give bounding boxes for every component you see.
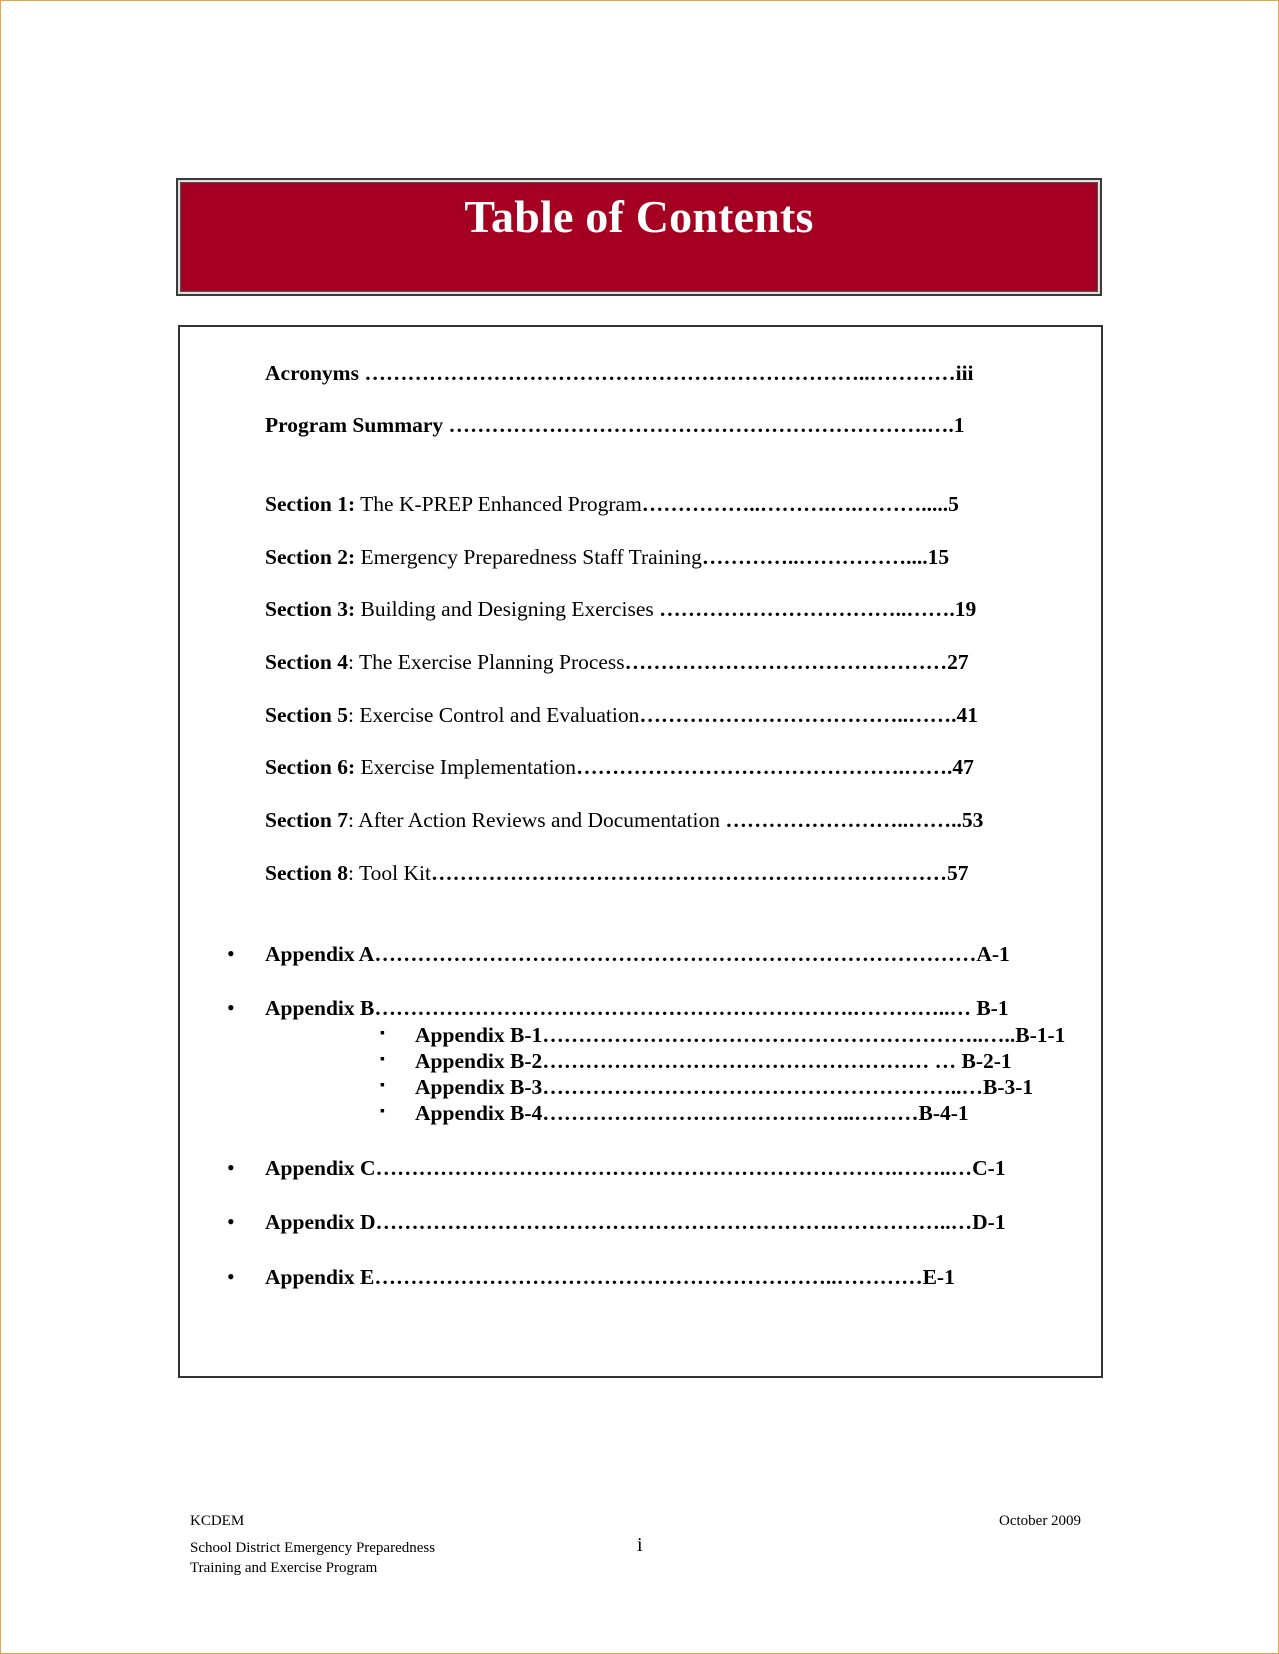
toc-desc: : After Action Reviews and Documentation [348,808,726,832]
title-banner [176,178,1102,296]
square-bullet-marker: ▪ [380,1104,385,1119]
toc-entry-appendix-b[interactable]: Appendix B………………………………………………………….…………..… B-1 [265,996,1009,1020]
toc-entry-section-4[interactable]: Section 4: The Exercise Planning Process………………………………………27 [265,650,969,674]
toc-entry-appendix-b-1[interactable]: Appendix B-1……………………………………………………..…..B-1-1 [415,1023,1066,1047]
toc-page: 15 [927,545,950,569]
toc-label: Section 4 [265,650,349,674]
toc-entry-section-8[interactable]: Section 8: Tool Kit………………………………………………………………57 [265,861,969,885]
toc-entry-acronyms[interactable]: Acronyms ……………………………………………………………..…………iii [265,361,974,385]
toc-entry-appendix-d[interactable]: Appendix D……………………………………………………….……………..…D-1 [265,1210,1006,1234]
toc-desc: : The Exercise Planning Process [348,650,625,674]
toc-page: B-3-1 [983,1075,1034,1099]
toc-page: 5 [948,492,959,516]
toc-entry-section-5[interactable]: Section 5: Exercise Control and Evaluation………………………………..…….41 [265,703,979,727]
toc-label: Appendix B-4 [415,1101,543,1125]
toc-label: Acronyms [265,361,359,385]
toc-desc: Emergency Preparedness Staff Training [355,545,702,569]
toc-page: B-4-1 [918,1101,969,1125]
toc-entry-appendix-c[interactable]: Appendix C……………………………………………………………….……..…C-1 [265,1156,1006,1180]
toc-entry-section-6[interactable]: Section 6: Exercise Implementation……………………………………….…….47 [265,755,974,779]
toc-label: Section 2: [265,545,356,569]
toc-label: Section 8 [265,861,349,885]
toc-label: Appendix A [265,942,375,966]
toc-page: iii [955,361,974,385]
bullet-marker: • [227,1209,235,1234]
footer-org: KCDEM [190,1513,245,1529]
toc-page: B-1 [976,996,1009,1020]
toc-entry-appendix-b-2[interactable]: Appendix B-2……………………………………………… … B-2-1 [415,1049,1012,1073]
toc-desc: : Exercise Control and Evaluation [348,703,640,727]
toc-page: 1 [953,413,965,437]
toc-entry-appendix-b-4[interactable]: Appendix B-4……………………………………..………B-4-1 [415,1101,969,1125]
bullet-marker: • [227,1155,235,1180]
toc-entry-appendix-b-3[interactable]: Appendix B-3…………………………………………………..…B-3-1 [415,1075,1034,1099]
toc-page: C-1 [972,1156,1006,1180]
toc-page: 53 [961,808,984,832]
toc-entry-section-2[interactable]: Section 2: Emergency Preparedness Staff Training…………..……………....15 [265,545,950,569]
toc-page: E-1 [922,1265,955,1289]
toc-label: Appendix B-3 [415,1075,543,1099]
toc-label: Program Summary [265,413,444,437]
toc-label: Section 1: [265,492,356,516]
toc-label: Appendix D [265,1210,376,1234]
footer-date: October 2009 [999,1513,1082,1529]
bullet-marker: • [227,995,235,1020]
toc-entry-section-7[interactable]: Section 7: After Action Reviews and Documentation ……………………..……..53 [265,808,984,832]
toc-entry-section-3[interactable]: Section 3: Building and Designing Exercises ……………………………..…….19 [265,597,977,621]
toc-label: Section 6: [265,755,356,779]
toc-page: B-2-1 [961,1049,1012,1073]
toc-entry-program-summary[interactable]: Program Summary ………………………………………………………….….1 [265,413,965,437]
toc-label: Appendix C [265,1156,376,1180]
toc-page: 19 [954,597,977,621]
toc-label: Section 3: [265,597,356,621]
toc-page: D-1 [972,1210,1006,1234]
page-title: Table of Contents [464,191,814,242]
footer-page-number: i [637,1534,643,1556]
footer-program-line-1: School District Emergency Preparedness [190,1540,436,1556]
square-bullet-marker: ▪ [380,1052,385,1067]
toc-page: 41 [956,703,979,727]
toc-entry-appendix-e[interactable]: Appendix E………………………………………………………..…………E-1 [265,1265,955,1289]
square-bullet-marker: ▪ [380,1078,385,1093]
bullet-marker: • [227,941,235,966]
toc-page: A-1 [976,942,1010,966]
toc-label: Appendix E [265,1265,375,1289]
toc-page: 57 [946,861,969,885]
toc-entry-section-1[interactable]: Section 1: The K-PREP Enhanced Program……………..……….….……….....5 [265,492,959,516]
toc-desc: : Tool Kit [348,861,431,885]
toc-page: 47 [952,755,974,779]
toc-label: Appendix B-2 [415,1049,543,1073]
toc-label: Section 5 [265,703,349,727]
toc-label: Section 7 [265,808,349,832]
toc-label: Appendix B-1 [415,1023,543,1047]
toc-desc: Exercise Implementation [355,755,577,779]
toc-page: 27 [947,650,969,674]
toc-label: Appendix B [265,996,375,1020]
footer-program-line-2: Training and Exercise Program [190,1560,378,1576]
toc-desc: Building and Designing Exercises [355,597,660,621]
toc-page: B-1-1 [1015,1023,1066,1047]
square-bullet-marker: ▪ [380,1026,385,1041]
toc-desc: The K-PREP Enhanced Program [355,492,642,516]
bullet-marker: • [227,1264,235,1289]
toc-entry-appendix-a[interactable]: Appendix A…………………………………………………………………………A-1 [265,942,1010,966]
